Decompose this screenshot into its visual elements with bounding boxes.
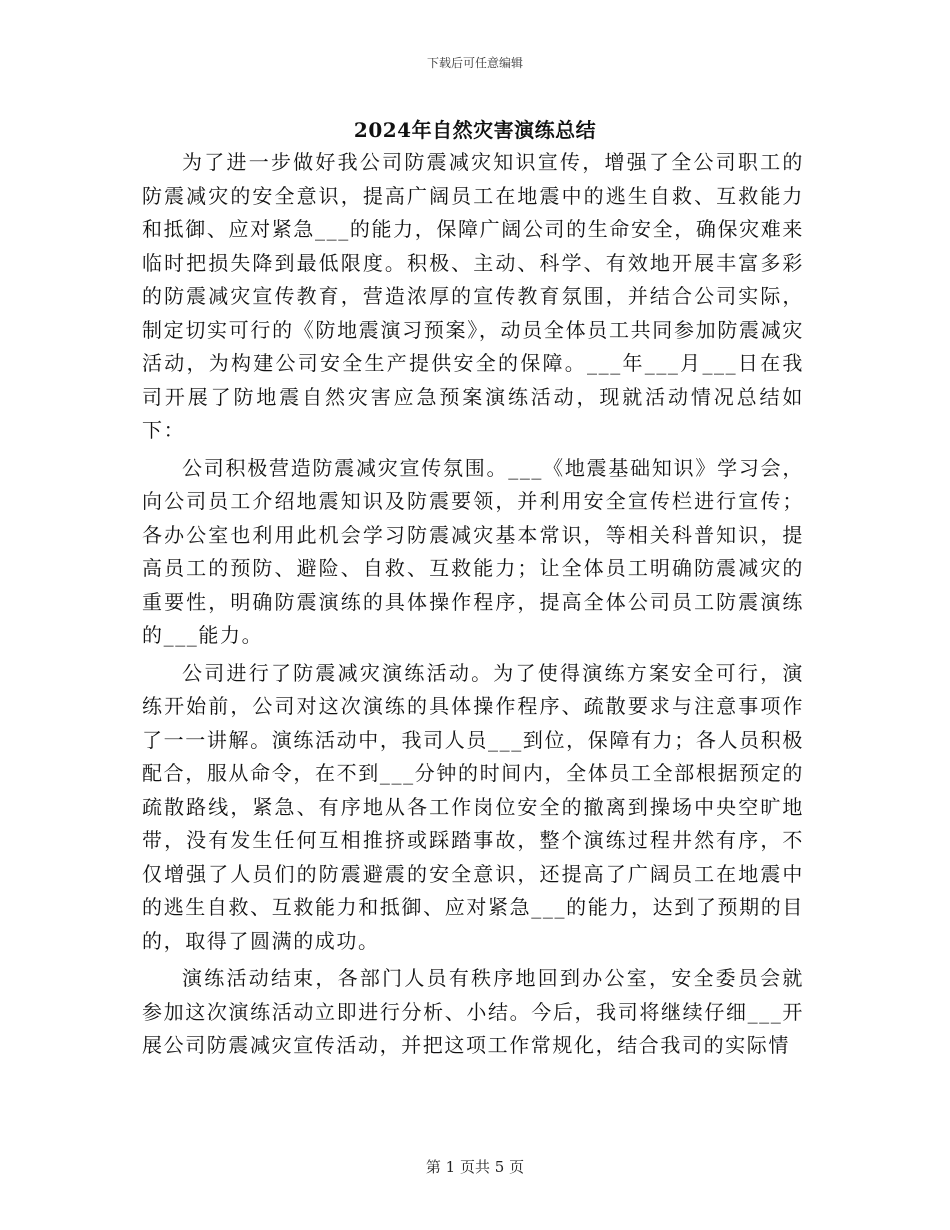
document-body bbox=[142, 146, 804, 1067]
paragraph-conclusion: 演练活动结束，各部门人员有秩序地回到办公室，安全委员会就参加这次演练活动立即进行分析、小结。今后，我司将继续仔细___开展公司防震减灾宣传活动，并把这项工作常规化，结合我司的实际情 bbox=[142, 966, 804, 1057]
paragraph-intro: 为了进一步做好我公司防震减灾知识宣传，增强了全公司职工的防震减灾的安全意识，提高广阔员工在地震中的逃生自救、互救能力和抵御、应对紧急___的能力，保障广阔公司的生命安全，确保灾难来临时把损失降到最低限度。积极、主动、科学、有效地开展丰富多彩的防震减灾宣传教育，营造浓厚的宣传教育氛围，并结合公司实际，制定切实可行的《防地震演习预案》，动员全体员工共同参加防震减灾活动，为构建公司安全生产提供安全的保障。___年___月___日在我司开展了防地震自然灾害应急预案演练活动，现就活动情况总结如下： bbox=[142, 150, 804, 442]
page-indicator: 第 1 页共 5 页 bbox=[425, 1158, 525, 1176]
paragraph-publicity: 公司积极营造防震减灾宣传氛围。___《地震基础知识》学习会，向公司员工介绍地震知识及防震要领，并利用安全宣传栏进行宣传；各办公室也利用此机会学习防震减灾基本常识，等相关科普知识，提高员工的预防、避险、自救、互救能力；让全体员工明确防震减灾的重要性，明确防震演练的具体操作程序，提高全体公司员工防震演练的___能力。 bbox=[142, 455, 804, 647]
document-title: 2024年自然灾害演练总结 bbox=[353, 118, 597, 142]
header-note: 下载后可任意编辑 bbox=[426, 56, 523, 70]
paragraph-drill: 公司进行了防震减灾演练活动。为了使得演练方案安全可行，演练开始前，公司对这次演练的具体操作程序、疏散要求与注意事项作了一一讲解。演练活动中，我司人员___到位，保障有力；各人员积极配合，服从命令，在不到___分钟的时间内，全体员工全部根据预定的疏散路线，紧急、有序地从各工作岗位安全的撤离到操场中央空旷地带，没有发生任何互相推挤或踩踏事故，整个演练过程井然有序，不仅增强了人员们的防震避震的安全意识，还提高了广阔员工在地震中的逃生自救、互救能力和抵御、应对紧急___的能力，达到了预期的目的，取得了圆满的成功。 bbox=[142, 660, 804, 953]
